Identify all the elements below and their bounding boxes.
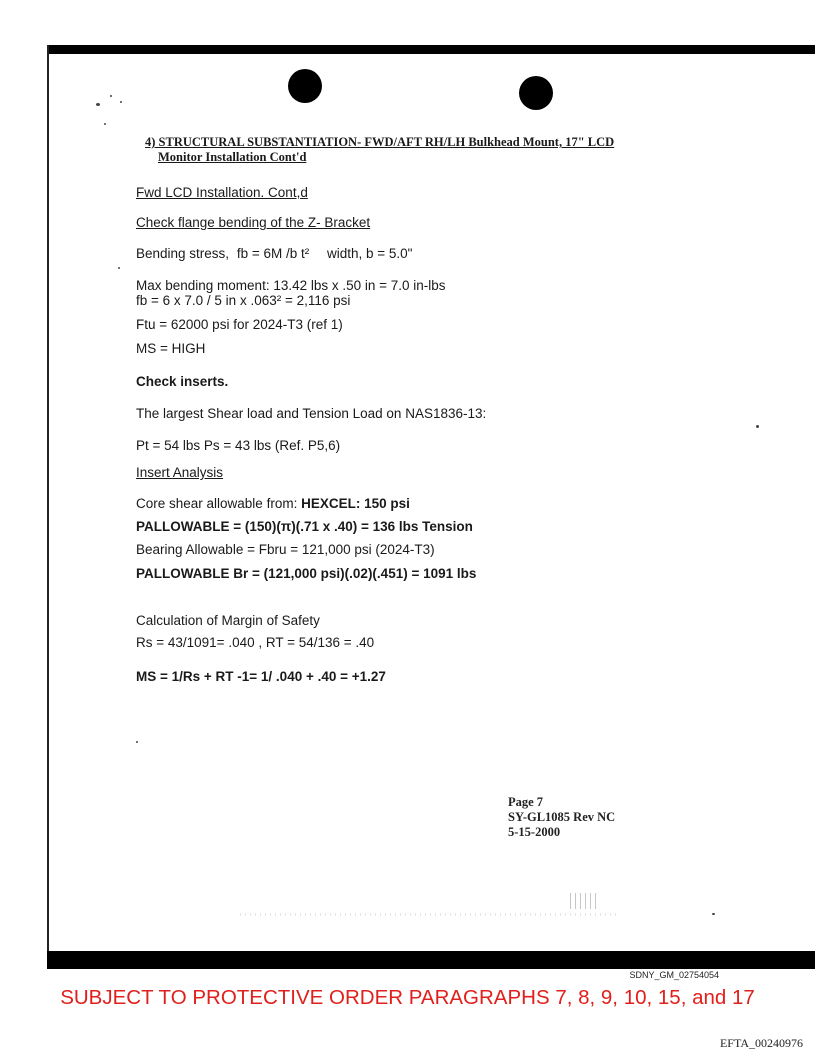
fb-calculation-line: fb = 6 x 7.0 / 5 in x .063² = 2,116 psi (136, 293, 351, 308)
scan-left-border (47, 45, 49, 955)
punch-hole-right (519, 76, 553, 110)
scan-speck (96, 103, 100, 106)
p-allowable-bearing-line: PALLOWABLE Br = (121,000 psi)(.02)(.451) = 1091 lbs (136, 566, 477, 581)
section-title: Fwd LCD Installation. Cont,d (136, 185, 308, 200)
scan-speck (712, 913, 715, 915)
scan-speck (104, 123, 106, 125)
core-shear-line (136, 496, 410, 511)
scan-top-border (47, 45, 815, 54)
ratios-line: Rs = 43/1091= .040 , RT = 54/136 = .40 (136, 635, 375, 650)
page-number: Page 7 (508, 795, 544, 809)
subsection-title: Check flange bending of the Z- Bracket (136, 215, 371, 230)
document-date: 5-15-2000 (508, 825, 561, 839)
document-number: SY-GL1085 Rev NC (508, 810, 616, 824)
bearing-allowable-line: Bearing Allowable = Fbru = 121,000 psi (2024-T3) (136, 542, 435, 557)
scan-bottom-border (47, 951, 815, 969)
scan-noise-patch (570, 893, 600, 909)
core-shear-label: Core shear allowable from: (136, 496, 298, 511)
core-shear-value: HEXCEL: 150 psi (301, 496, 410, 511)
bending-stress-line (136, 246, 413, 261)
inserts-description: The largest Shear load and Tension Load on NAS1836-13: (136, 406, 487, 421)
max-moment-line: Max bending moment: 13.42 lbs x .50 in = 7.0 in-lbs (136, 278, 446, 293)
scan-noise-strip (240, 913, 620, 916)
bending-stress-label: Bending stress, (136, 246, 230, 261)
section-heading: 4) STRUCTURAL SUBSTANTIATION- FWD/AFT RH/LH Bulkhead Mount, 17" LCD (145, 135, 615, 149)
loads-line: Pt = 54 lbs Ps = 43 lbs (Ref. P5,6) (136, 438, 341, 453)
margin-of-safety-title: Calculation of Margin of Safety (136, 613, 320, 628)
page-footer (508, 795, 615, 840)
scan-speck (118, 267, 120, 269)
scan-speck (756, 425, 759, 428)
scan-speck (120, 101, 122, 103)
scan-speck (110, 95, 112, 97)
scan-speck (136, 741, 138, 743)
section-heading-continued: Monitor Installation Cont'd (158, 150, 307, 164)
efta-number: EFTA_00240976 (719, 1036, 803, 1050)
margin-of-safety-result: MS = 1/Rs + RT -1= 1/ .040 + .40 = +1.27 (136, 669, 386, 684)
margin-high-line: MS = HIGH (136, 341, 206, 356)
inserts-title: Check inserts. (136, 374, 229, 389)
protective-order-notice: SUBJECT TO PROTECTIVE ORDER PARAGRAPHS 7, 8, 9, 10, 15, and 17 (60, 986, 755, 1009)
insert-analysis-title: Insert Analysis (136, 465, 224, 480)
p-allowable-tension-line: PALLOWABLE = (150)(π)(.71 x .40) = 136 lbs Tension (136, 519, 473, 534)
bending-width: width, b = 5.0" (327, 246, 413, 261)
bending-stress-formula: fb = 6M /b t² (236, 246, 310, 261)
punch-hole-left (288, 69, 322, 103)
bates-number: SDNY_GM_02754054 (629, 970, 719, 980)
ftu-line: Ftu = 62000 psi for 2024-T3 (ref 1) (136, 317, 343, 332)
